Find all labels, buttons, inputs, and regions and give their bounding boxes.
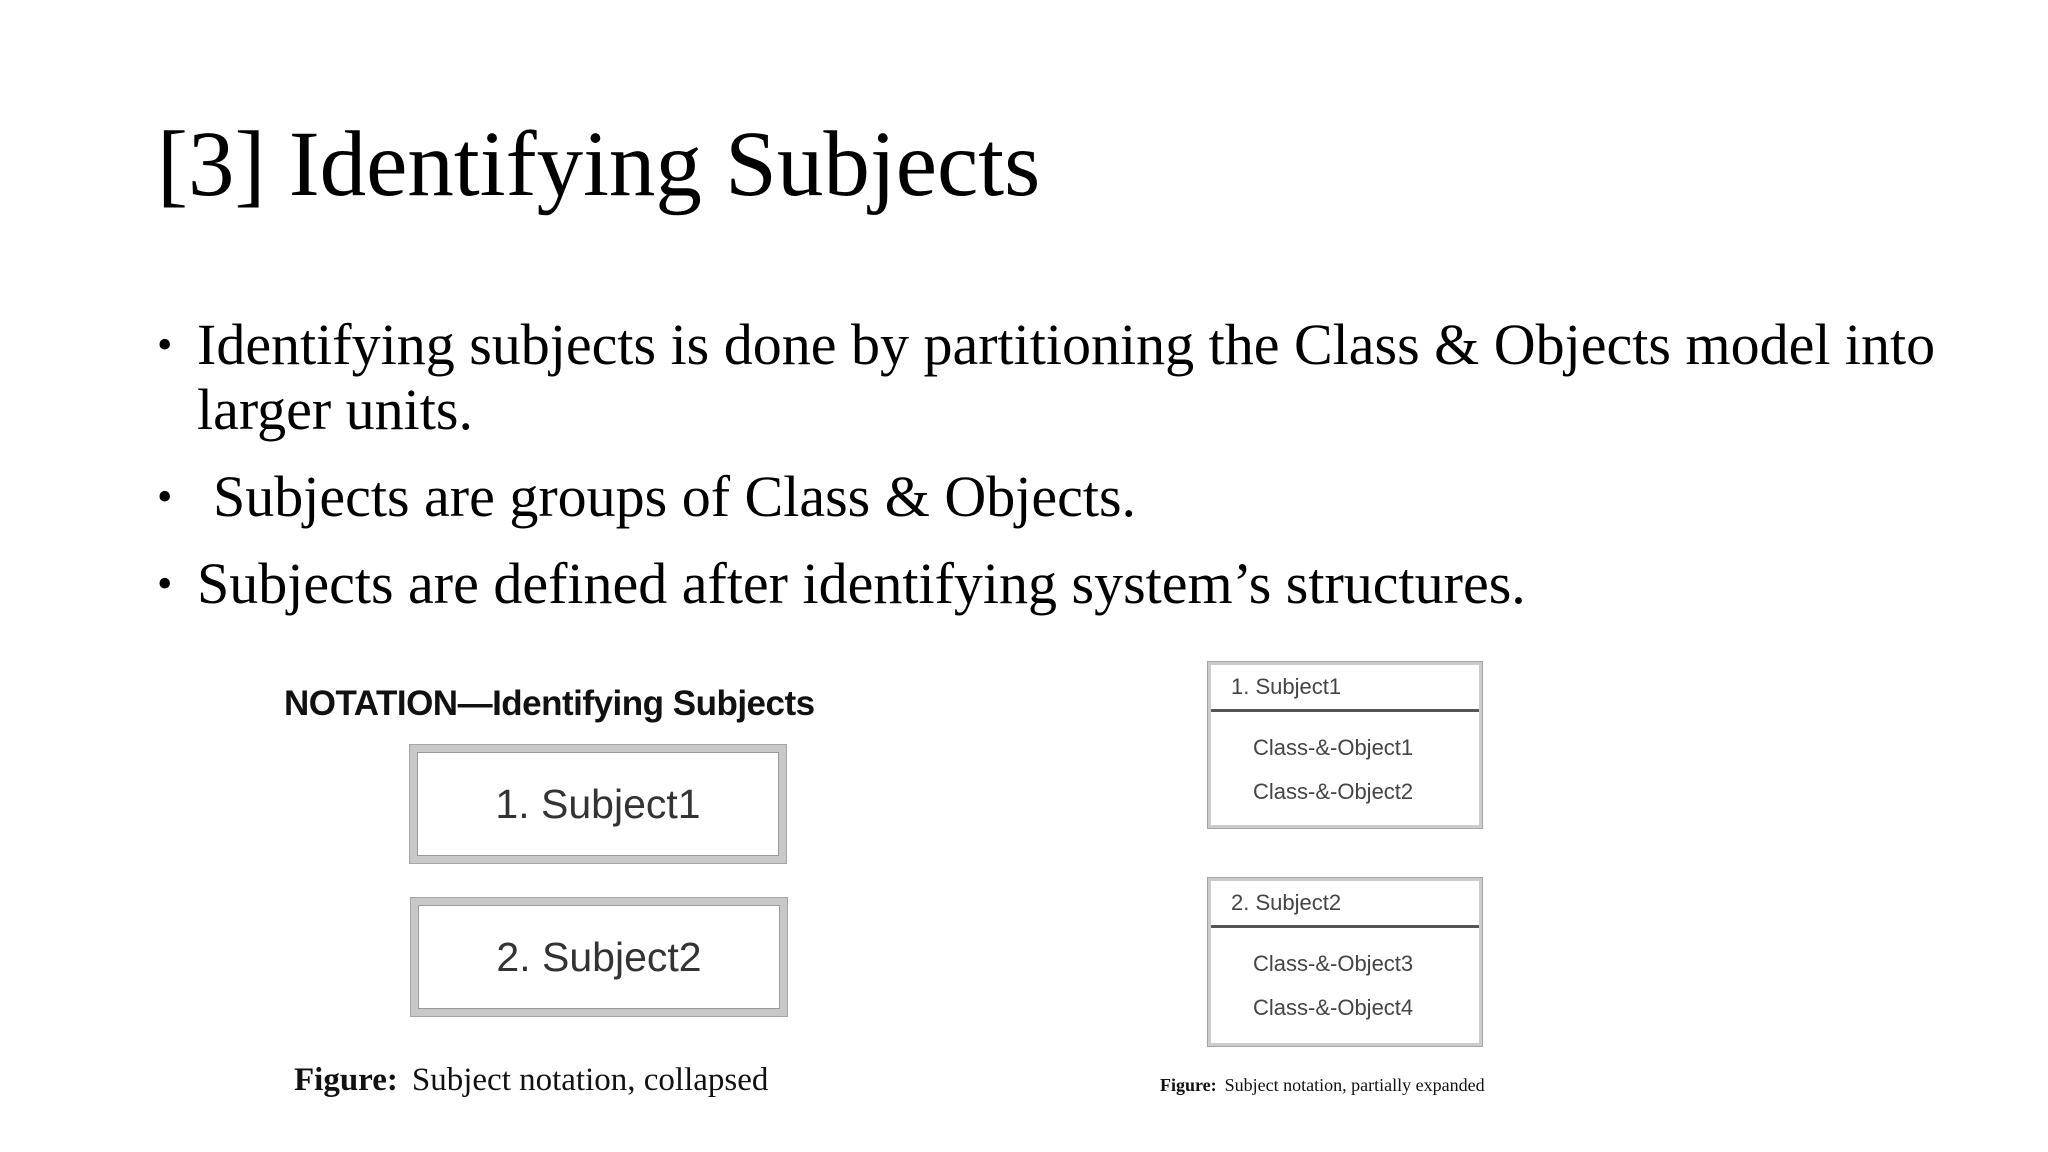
class-object-item: Class-&-Object4	[1253, 995, 1414, 1020]
slide-title: [3] Identifying Subjects	[157, 113, 1041, 216]
subject-items	[1211, 712, 1479, 814]
bullet-item	[157, 312, 1997, 442]
figure-expanded	[1150, 650, 1570, 1110]
bullet-list	[157, 312, 1997, 616]
bullet-text: Subjects are groups of Class & Objects.	[213, 464, 1137, 529]
bullet-item	[157, 464, 1997, 529]
bullet-text: Subjects are defined after identifying system’s structures.	[197, 551, 1526, 616]
subject-box-collapsed	[411, 898, 787, 1016]
subject-items	[1211, 928, 1479, 1030]
bullet-icon: •	[157, 559, 173, 608]
caption-label: Figure:	[294, 1062, 398, 1098]
subject-header: 1. Subject1	[1211, 665, 1479, 712]
subject-box-collapsed	[410, 745, 786, 863]
bullet-item	[157, 551, 1997, 616]
figure-caption	[294, 1062, 768, 1099]
subject-box-expanded	[1208, 662, 1482, 828]
subject-label: 1. Subject1	[495, 780, 701, 827]
bullet-icon: •	[157, 472, 173, 521]
notation-heading: NOTATION—Identifying Subjects	[284, 684, 815, 723]
caption-label: Figure:	[1160, 1075, 1217, 1095]
caption-text: Subject notation, collapsed	[411, 1062, 769, 1098]
caption-text: Subject notation, partially expanded	[1224, 1075, 1485, 1095]
bullet-icon: •	[157, 320, 173, 369]
figure-collapsed	[280, 670, 880, 1110]
class-object-item: Class-&-Object3	[1253, 951, 1414, 976]
bullet-text: Identifying subjects is done by partitioning the Class & Objects model into larger units.	[197, 312, 1936, 442]
class-object-item: Class-&-Object1	[1253, 735, 1414, 760]
figure-caption	[1160, 1075, 1485, 1096]
class-object-item: Class-&-Object2	[1253, 779, 1414, 804]
subject-label: 2. Subject2	[496, 933, 702, 980]
subject-header: 2. Subject2	[1211, 881, 1479, 928]
subject-box-expanded	[1208, 878, 1482, 1046]
